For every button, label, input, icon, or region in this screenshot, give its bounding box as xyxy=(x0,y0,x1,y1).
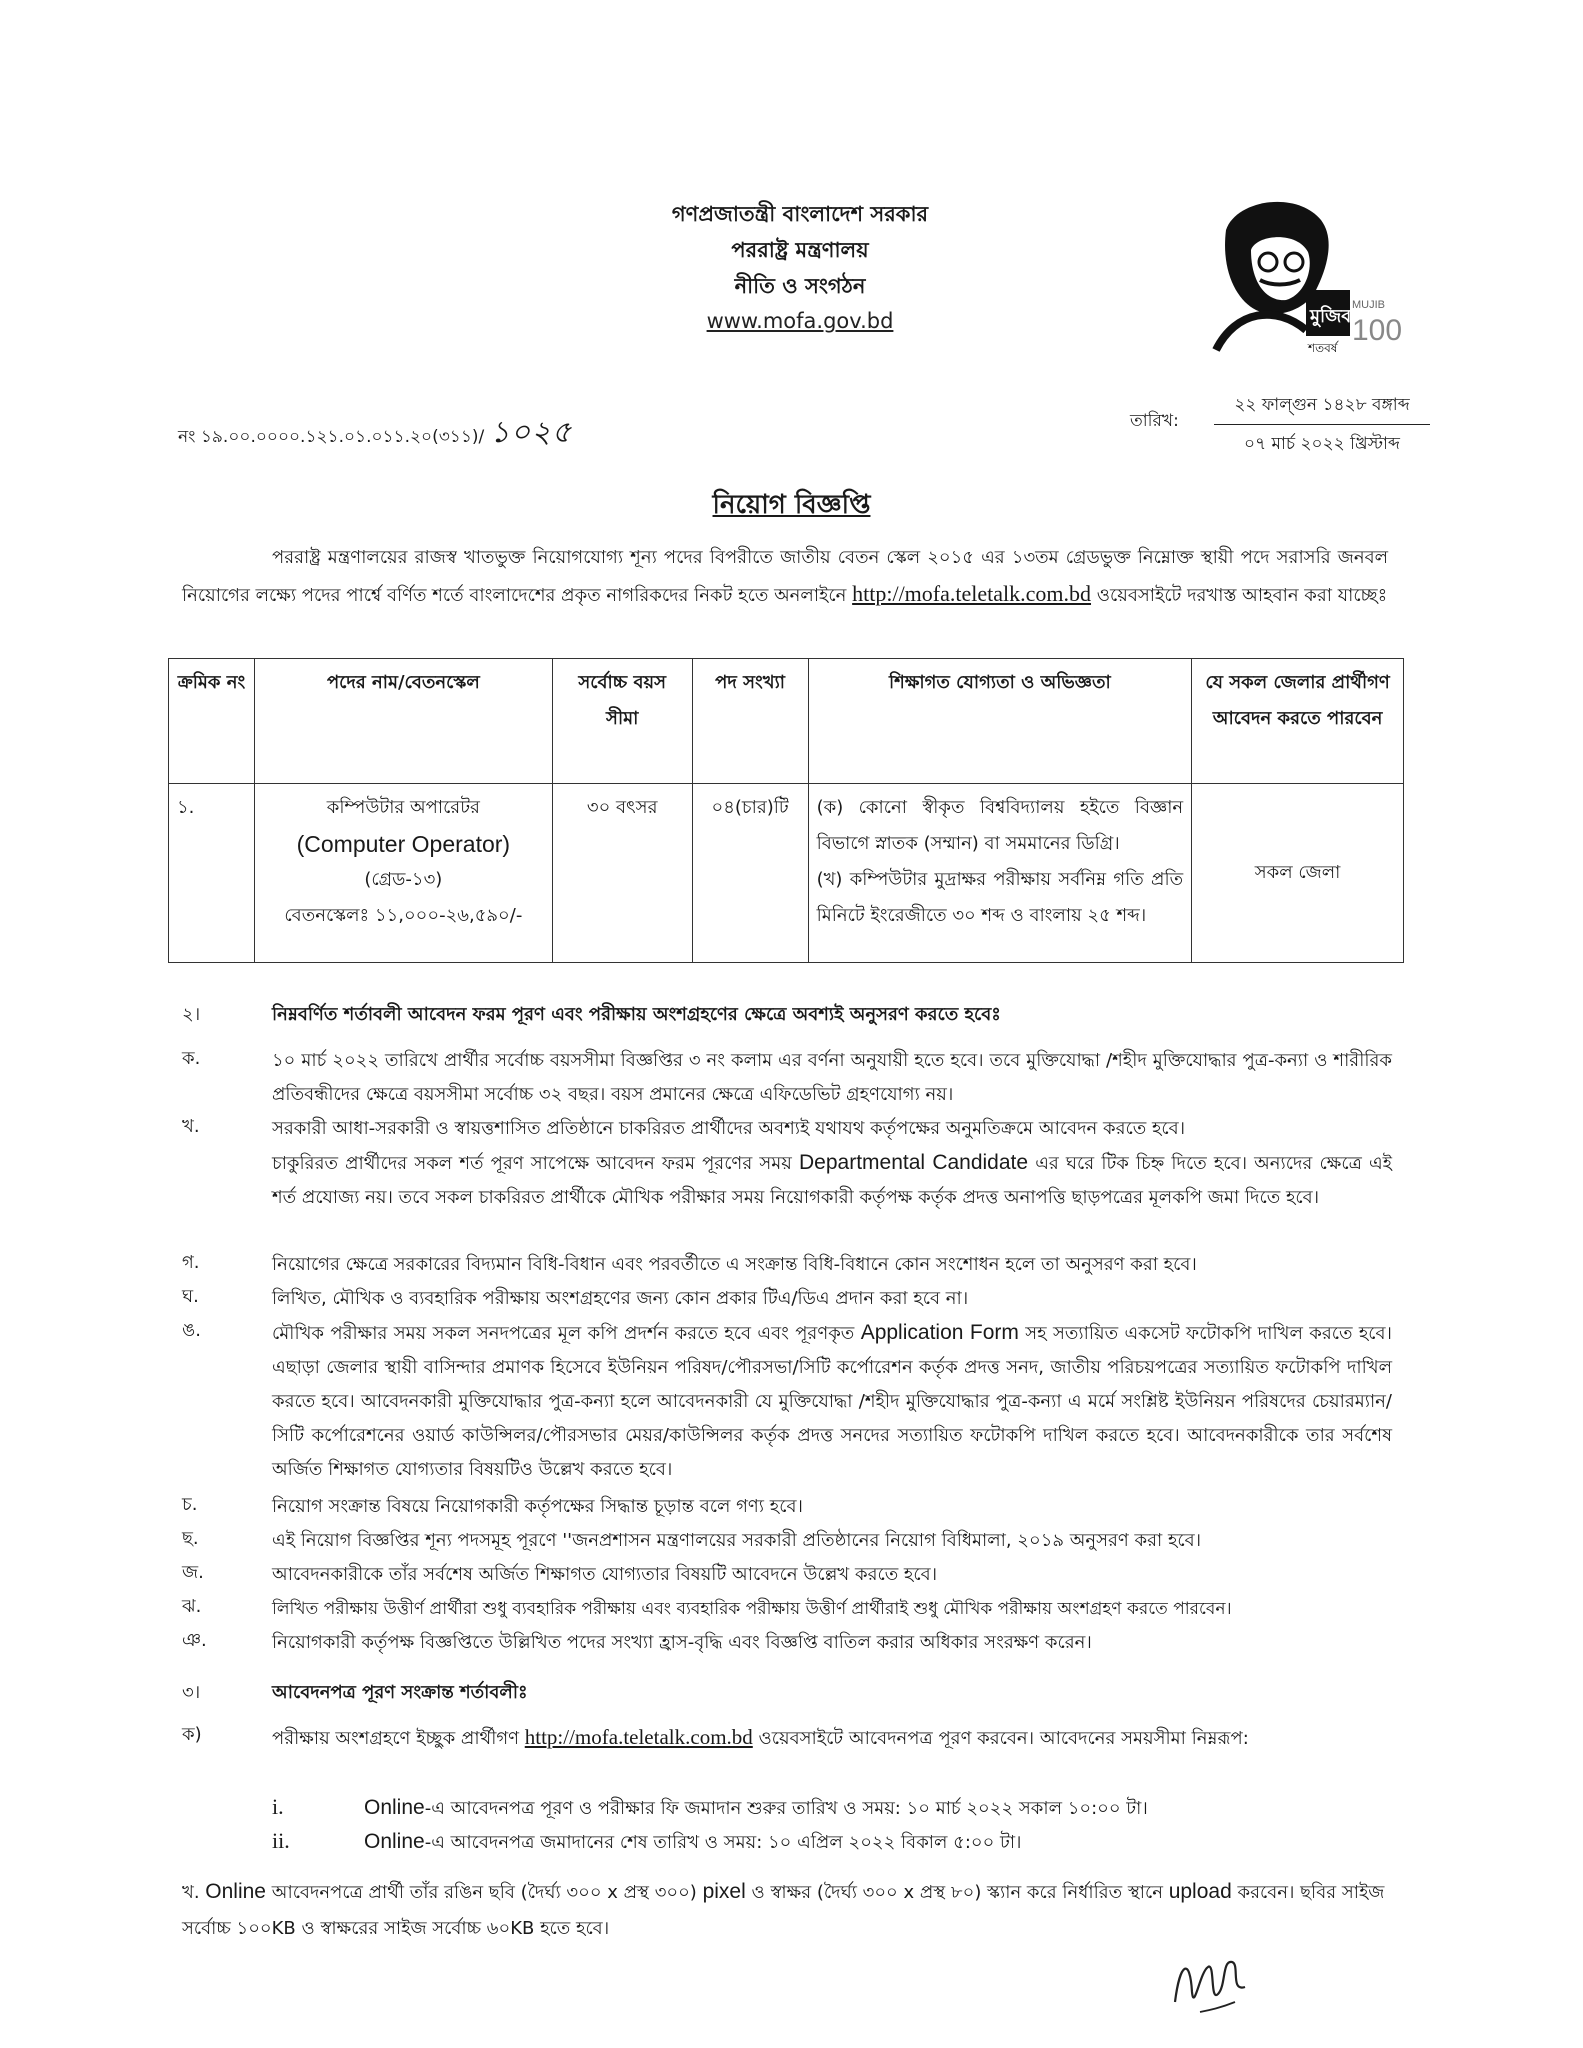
deadline-start xyxy=(272,1794,1148,1825)
roman-marker: ii. xyxy=(272,1828,290,1853)
upload-term: upload xyxy=(1168,1880,1232,1903)
signature xyxy=(1160,1932,1260,2032)
vacancy-table xyxy=(168,658,1404,963)
post-name-bn: কম্পিউটার অপারেটর xyxy=(326,797,480,818)
text-part: ওয়েবসাইটে আবেদনপত্র পূরণ করবেন। আবেদনের সময়সীমা নিম্নরূপ: xyxy=(752,1728,1249,1749)
clause-text-line1: সরকারী আধা-সরকারী ও স্বায়ত্তশাসিত প্রতিষ্ঠানে চাকরিরত প্রার্থীদের অবশ্যই যথাযথ কর্তৃপক্ষের অনুমতিক্রমে আবেদন করতে হবে। xyxy=(272,1118,1186,1139)
roman-marker: i. xyxy=(272,1794,284,1819)
notice-title: নিয়োগ বিজ্ঞপ্তি xyxy=(712,490,871,520)
clause-marker: ছ. xyxy=(182,1528,199,1549)
svg-text:MUJIB: MUJIB xyxy=(1352,299,1385,311)
application-form-term: Application Form xyxy=(860,1321,1019,1344)
clause-uma xyxy=(182,1316,1392,1487)
section-3-number: ৩। xyxy=(182,1682,201,1703)
text-part: পরীক্ষায় অংশগ্রহণে ইচ্ছুক প্রার্থীগণ xyxy=(272,1728,525,1749)
clause-marker: চ. xyxy=(182,1494,198,1515)
ministry-name: পররাষ্ট্র মন্ত্রণালয় xyxy=(731,238,869,262)
clause-marker: ঙ. xyxy=(182,1320,201,1341)
clause-kha xyxy=(182,1112,1392,1215)
clause-text: নিয়োগ সংক্রান্ত বিষয়ে নিয়োগকারী কর্তৃপক্ষের সিদ্ধান্ত চূড়ান্ত বলে গণ্য হবে। xyxy=(272,1496,803,1517)
clause-nya xyxy=(182,1626,1392,1660)
table-header-row xyxy=(169,659,1404,784)
text-part: ও স্বাক্ষর (দৈর্ঘ্য ৩০০ x প্রস্থ ৮০) স্ক্যান করে নির্ধারিত স্থানে xyxy=(745,1882,1169,1903)
mujib100-logo xyxy=(1196,190,1406,358)
cell-qualification xyxy=(808,784,1192,963)
clause-marker: জ. xyxy=(182,1562,204,1583)
clause-marker: ঘ. xyxy=(182,1286,199,1307)
cell-count: ০৪(চার)টি xyxy=(692,784,808,963)
intro-paragraph xyxy=(182,540,1388,614)
post-grade: (গ্রেড-১৩) xyxy=(364,869,443,890)
memo-reference xyxy=(178,408,572,459)
clause-marker: ক) xyxy=(182,1724,202,1745)
text-part: এর ঘরে টিক চিহ্ন দিতে হবে। অন্যদের ক্ষেত্রে এই শর্ত প্রযোজ্য নয়। তবে সকল চাকরিরত প্রার্থীকে মৌখিক পরীক্ষার সময় নিয়োগকারী কর্তৃপক্ষ কর্তৃক প্রদত্ত অনাপত্তি ছাড়পত্রের মূলকপি জমা দিতে হবে। xyxy=(272,1153,1392,1208)
notice-title-wrap xyxy=(0,484,1583,528)
cell-post xyxy=(254,784,552,963)
qualification-b: (খ) কম্পিউটার মুদ্রাক্ষর পরীক্ষায় সর্বনিম্ন গতি প্রতি মিনিটে ইংরেজীতে ৩০ শব্দ ও বাংলায় ২৫ শব্দ। xyxy=(816,869,1184,926)
text-part: মৌখিক পরীক্ষার সময় সকল সনদপত্রের মূল কপি প্রদর্শন করতে হবে এবং পূরণকৃত xyxy=(272,1323,861,1344)
clause-3-ka xyxy=(182,1720,1392,1756)
cell-serial: ১. xyxy=(169,784,255,963)
clause-text xyxy=(272,1112,1392,1215)
date-bangla: ২২ ফাল্গুন ১৪২৮ বঙ্গাব্দ xyxy=(1214,392,1430,425)
clause-text: ১০ মার্চ ২০২২ তারিখে প্রার্থীর সর্বোচ্চ বয়সসীমা বিজ্ঞপ্তির ৩ নং কলাম এর বর্ণনা অনুযায়ী হতে হবে। তবে মুক্তিযোদ্ধা /শহীদ মুক্তিযোদ্ধার পুত্র-কন্যা ও শারীরিক প্রতিবন্ধীদের ক্ষেত্রে বয়সসীমা সর্বোচ্চ ৩২ বছর। বয়স প্রমানের ক্ষেত্রে এফিডেভিট গ্রহণযোগ্য নয়। xyxy=(272,1050,1392,1105)
post-name-en: (Computer Operator) xyxy=(296,831,511,857)
intro-text: পররাষ্ট্র মন্ত্রণালয়ের রাজস্ব খাতভুক্ত নিয়োগযোগ্য শূন্য পদের বিপরীতে জাতীয় বেতন স্কেল ২০১৫ এর ১৩তম গ্রেডভুক্ত নিম্নোক্ত স্থায়ী পদে সরাসরি জনবল নিয়োগের লক্ষ্যে পদের পার্শ্বে বর্ণিত শর্তে বাংলাদেশের প্রকৃত নাগরিকদের নিকট হতে অনলাইনে xyxy=(182,547,1388,606)
clause-marker: ঝ. xyxy=(182,1596,202,1617)
clause-text: আবেদনকারীকে তাঁর সর্বশেষ অর্জিত শিক্ষাগত যোগ্যতার বিষয়টি আবেদনে উল্লেখ করতে হবে। xyxy=(272,1564,938,1585)
date-label: তারিখ: xyxy=(1130,411,1179,431)
clause-text: এই নিয়োগ বিজ্ঞপ্তির শূন্য পদসমূহ পূরণে ''জনপ্রশাসন মন্ত্রণালয়ের সরকারী প্রতিষ্ঠানের নিয়োগ বিধিমালা, ২০১৯ অনুসরণ করা হবে। xyxy=(272,1530,1202,1551)
intro-tail: ওয়েবসাইটে দরখাস্ত আহবান করা যাচ্ছেঃ xyxy=(1091,585,1388,606)
deadline-end-text: -এ আবেদনপত্র জমাদানের শেষ তারিখ ও সময়: ১০ এপ্রিল ২০২২ বিকাল ৫:০০ টা। xyxy=(424,1832,1022,1853)
ministry-website-link[interactable]: www.mofa.gov.bd xyxy=(706,309,894,333)
clause-text: লিখিত, মৌখিক ও ব্যবহারিক পরীক্ষায় অংশগ্রহণের জন্য কোন প্রকার টিএ/ডিএ প্রদান করা হবে না। xyxy=(272,1288,969,1309)
table-row xyxy=(169,784,1404,963)
government-name: গণপ্রজাতন্ত্রী বাংলাদেশ সরকার xyxy=(671,202,929,226)
deadline-start-text: -এ আবেদনপত্র পূরণ ও পরীক্ষার ফি জমাদান শুরুর তারিখ ও সময়: ১০ মার্চ ২০২২ সকাল ১০:০০ টা। xyxy=(424,1798,1148,1819)
col-serial: ক্রমিক নং xyxy=(169,659,255,784)
col-post: পদের নাম/বেতনস্কেল xyxy=(254,659,552,784)
qualification-a: (ক) কোনো স্বীকৃত বিশ্ববিদ্যালয় হইতে বিজ্ঞান বিভাগে স্নাতক (সম্মান) বা সমমানের ডিগ্রি। xyxy=(816,797,1184,854)
section-2-title: নিম্নবর্ণিত শর্তাবলী আবেদন ফরম পূরণ এবং পরীক্ষায় অংশগ্রহণের ক্ষেত্রে অবশ্যই অনুসরণ করতে হবেঃ xyxy=(272,1004,1001,1025)
text-part: আবেদনপত্রে প্রার্থী তাঁর রঙিন ছবি (দৈর্ঘ্য ৩০০ x প্রস্থ ৩০০) xyxy=(265,1882,703,1903)
col-districts: যে সকল জেলার প্রার্থীগণ আবেদন করতে পারবেন xyxy=(1192,659,1404,784)
svg-text:মুজিব: মুজিব xyxy=(1310,306,1352,327)
svg-text:শতবর্ষ: শতবর্ষ xyxy=(1308,341,1338,355)
deadline-end xyxy=(272,1828,1022,1859)
clause-marker: খ. xyxy=(182,1116,200,1137)
teletalk-link[interactable]: http://mofa.teletalk.com.bd xyxy=(852,581,1092,606)
section-3-title: আবেদনপত্র পূরণ সংক্রান্ত শর্তাবলীঃ xyxy=(272,1682,528,1703)
date-block xyxy=(1214,392,1430,459)
pixel-term: pixel xyxy=(702,1880,746,1903)
text-part: সহ সত্যায়িত একসেট ফটোকপি দাখিল করতে হবে। এছাড়া জেলার স্থায়ী বাসিন্দার প্রমাণক হিসেবে ইউনিয়ন পরিষদ/পৌরসভা/সিটি কর্পোরেশন কর্তৃক প্রদত্ত সনদ, জাতীয় পরিচয়পত্রের সত্যায়িত ফটোকপি দাখিল করতে হবে। আবেদনকারী মুক্তিযোদ্ধার পুত্র-কন্যা হলে আবেদনকারী যে মুক্তিযোদ্ধা /শহীদ মুক্তিযোদ্ধার পুত্র-কন্যা এ মর্মে সংশ্লিষ্ট ইউনিয়ন পরিষদের চেয়ারম্যান/সিটি কর্পোরেশনের ওয়ার্ড কাউন্সিলর/পৌরসভার মেয়র/কাউন্সিলর কর্তৃক প্রদত্ত সনদের সত্যায়িত ফটোকপি দাখিল করতে হবে। আবেদনকারীকে তার সর্বশেষ অর্জিত শিক্ষাগত যোগ্যতার বিষয়টিও উল্লেখ করতে হবে। xyxy=(272,1323,1392,1480)
section-2-number: ২। xyxy=(182,1004,201,1025)
text-part: করবেন। ছবির সাইজ সর্বোচ্চ ১০০KB ও স্বাক্ষরের সাইজ সর্বোচ্চ ৬০KB হতে হবে। xyxy=(182,1882,1385,1939)
clause-ga xyxy=(182,1248,1392,1282)
col-age: সর্বোচ্চ বয়স সীমা xyxy=(552,659,692,784)
clause-gha xyxy=(182,1282,1392,1316)
departmental-candidate-term: Departmental Candidate xyxy=(799,1151,1029,1174)
text-part: চাকুরিরত প্রার্থীদের সকল শর্ত পূরণ সাপেক্ষে আবেদন ফরম পূরণের সময় xyxy=(272,1153,799,1174)
handwritten-number: ১০২৫ xyxy=(490,415,573,450)
clause-marker: গ. xyxy=(182,1252,200,1273)
post-scale: বেতনস্কেলঃ ১১,০০০-২৬,৫৯০/- xyxy=(284,905,523,926)
clause-text: নিয়োগকারী কর্তৃপক্ষ বিজ্ঞপ্তিতে উল্লিখিত পদের সংখ্যা হ্রাস-বৃদ্ধি এবং বিজ্ঞপ্তি বাতিল করার অধিকার সংরক্ষণ করেন। xyxy=(272,1632,1092,1653)
memo-number: নং ১৯.০০.০০০০.১২১.০১.০১১.২০(৩১১)/ xyxy=(178,427,485,447)
online-term: Online xyxy=(364,1830,425,1853)
clause-marker: ঞ. xyxy=(182,1630,207,1651)
teletalk-link-2[interactable]: http://mofa.teletalk.com.bd xyxy=(524,1725,753,1749)
date-english: ০৭ মার্চ ২০২২ খ্রিস্টাব্দ xyxy=(1244,434,1400,454)
cell-districts: সকল জেলা xyxy=(1192,784,1404,963)
clause-ka xyxy=(182,1044,1392,1112)
svg-text:100: 100 xyxy=(1352,314,1403,347)
clause-marker: খ. xyxy=(182,1882,200,1903)
online-term: Online xyxy=(205,1880,266,1903)
clause-chha xyxy=(182,1524,1392,1558)
clause-jha xyxy=(182,1592,1392,1626)
col-count: পদ সংখ্যা xyxy=(692,659,808,784)
clause-text xyxy=(272,1720,1392,1756)
online-term: Online xyxy=(364,1796,425,1819)
col-qualification: শিক্ষাগত যোগ্যতা ও অভিজ্ঞতা xyxy=(808,659,1192,784)
wing-name: নীতি ও সংগঠন xyxy=(734,274,866,298)
clause-cha xyxy=(182,1490,1392,1524)
clause-ja xyxy=(182,1558,1392,1592)
clause-text xyxy=(272,1316,1392,1487)
clause-text: লিখিত পরীক্ষায় উত্তীর্ণ প্রার্থীরা শুধু ব্যবহারিক পরীক্ষায় এবং ব্যবহারিক পরীক্ষায় উত্তীর্ণ প্রার্থীরাই শুধু মৌখিক পরীক্ষায় অংশগ্রহণ করতে পারবেন। xyxy=(272,1599,1232,1619)
clause-text: নিয়োগের ক্ষেত্রে সরকারের বিদ্যমান বিধি-বিধান এবং পরবর্তীতে এ সংক্রান্ত বিধি-বিধানে কোন সংশোধন হলে তা অনুসরণ করা হবে। xyxy=(272,1254,1197,1275)
cell-age: ৩০ বৎসর xyxy=(552,784,692,963)
letterhead xyxy=(540,196,1060,338)
clause-text-line2 xyxy=(272,1146,1392,1215)
clause-marker: ক. xyxy=(182,1048,201,1069)
